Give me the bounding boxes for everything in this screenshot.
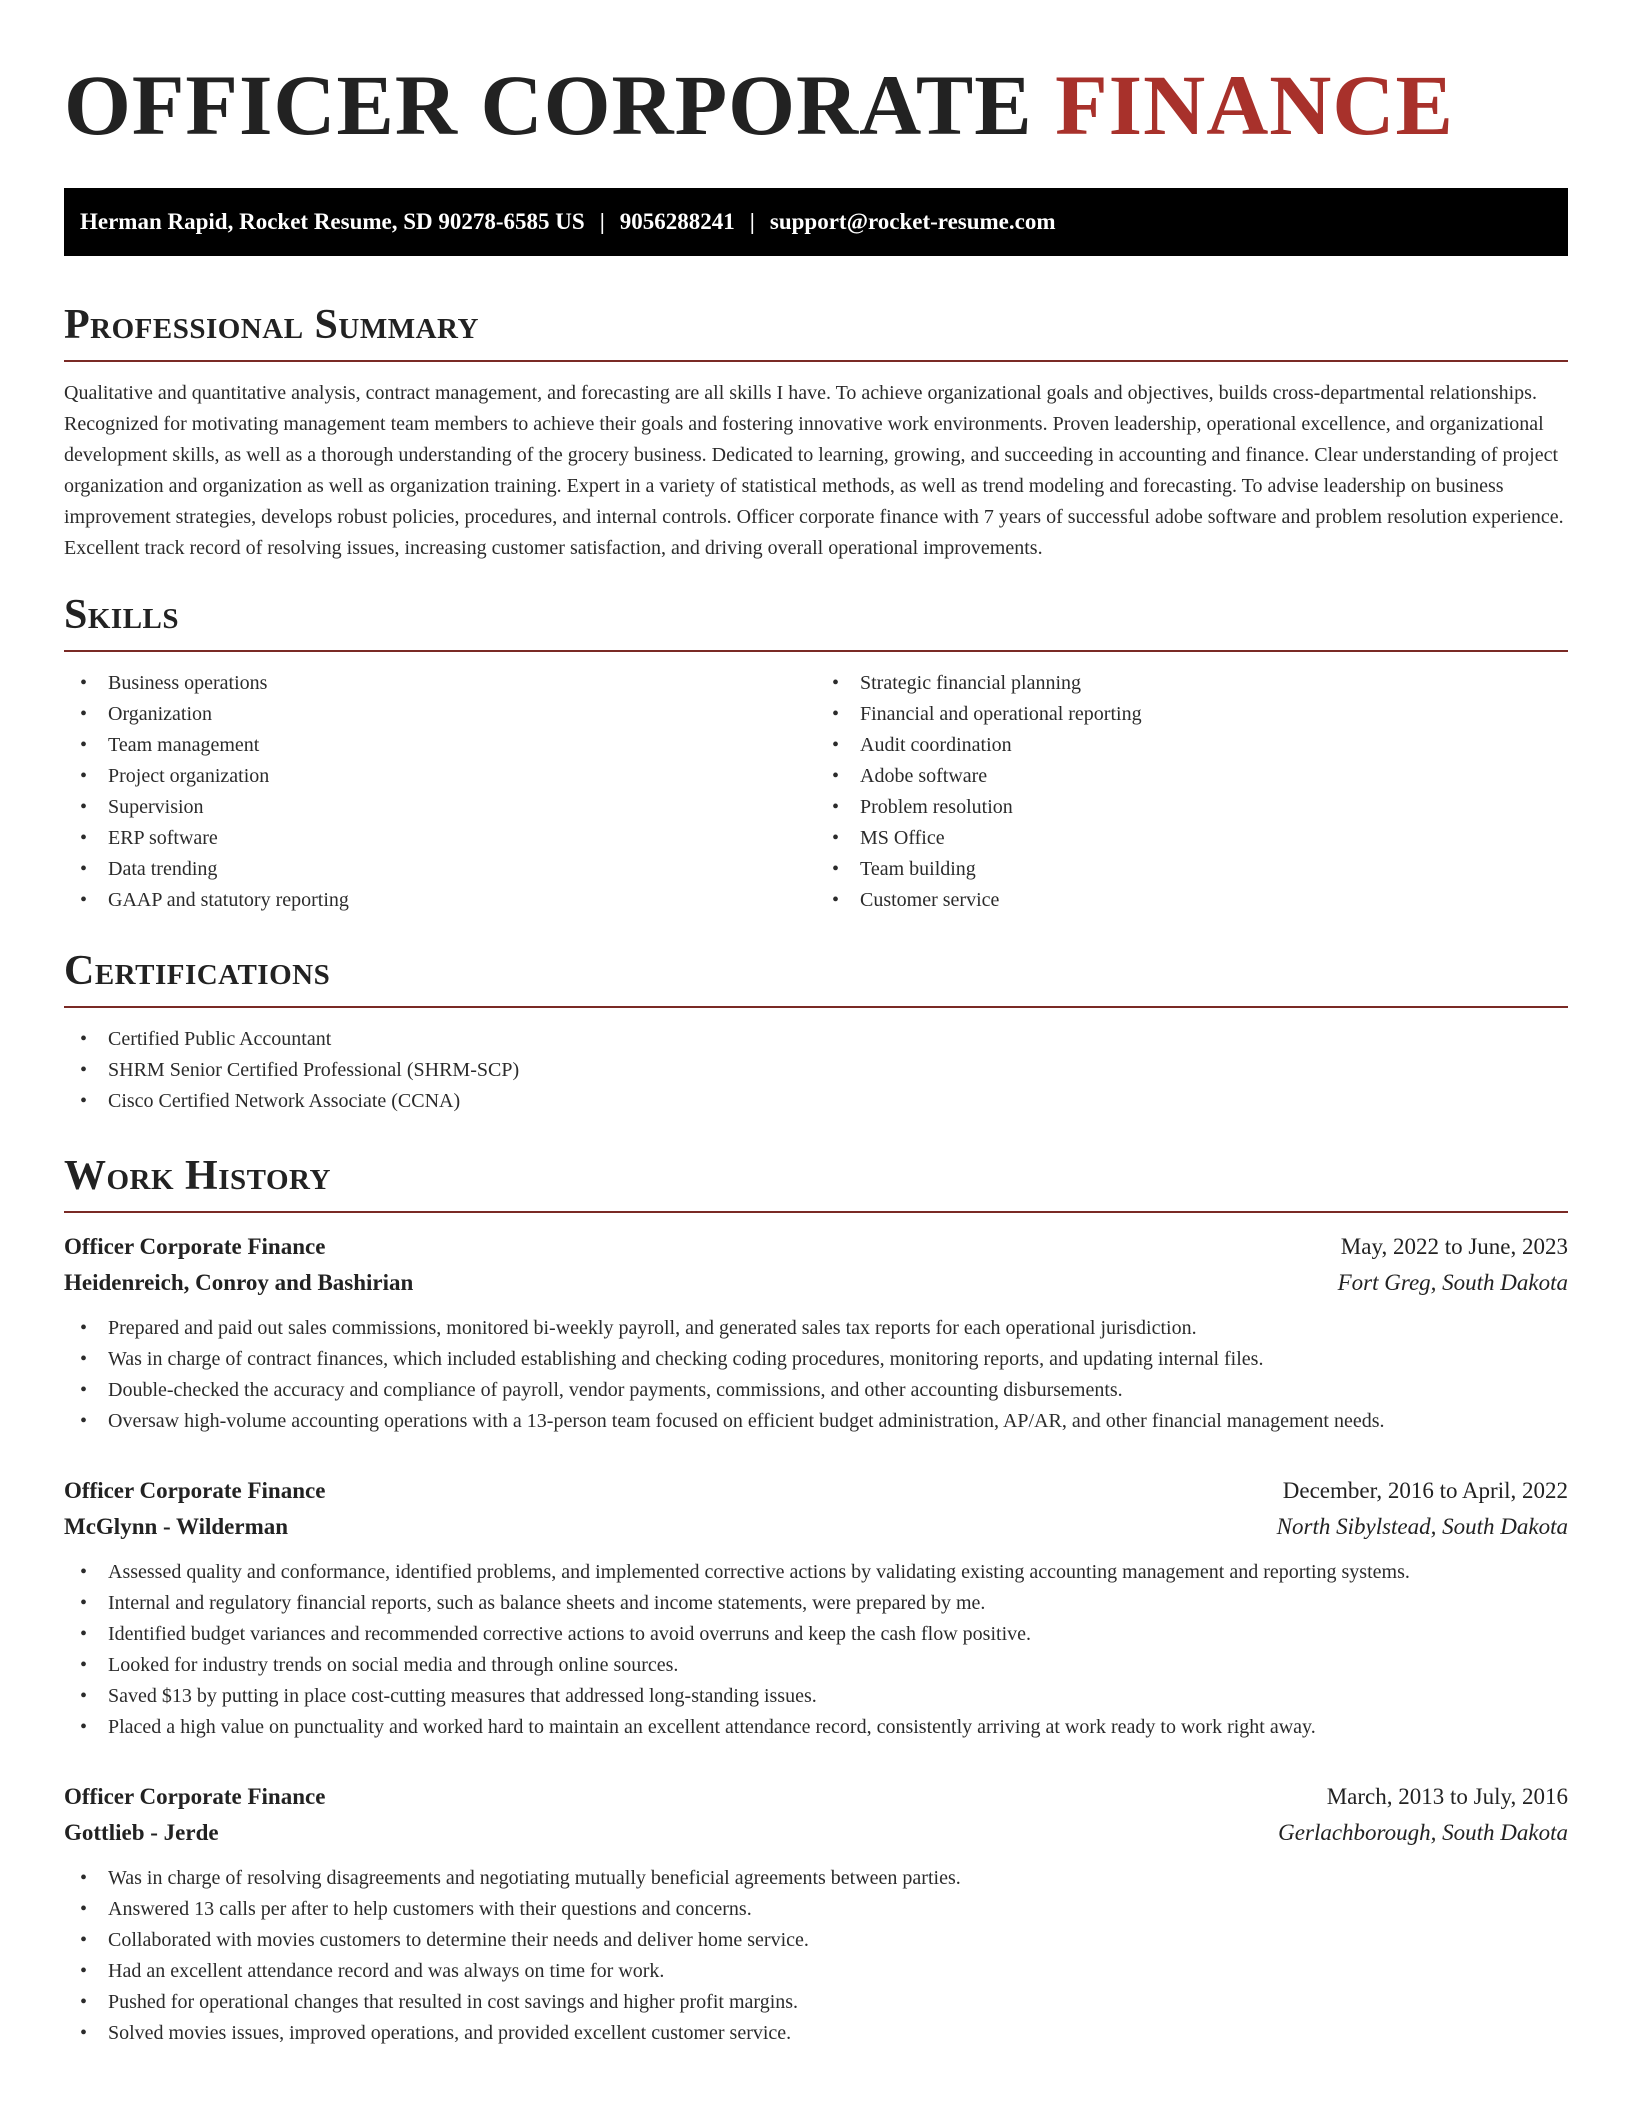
skill-item: • GAAP and statutory reporting [64,885,816,916]
job-bullet: • Double-checked the accuracy and compliance of payroll, vendor payments, commissions, and other accounting disbursements. [64,1375,1568,1406]
job-bullet: • Solved movies issues, improved operations, and provided excellent customer service. [64,2018,1568,2049]
certifications-section [64,950,1568,1117]
summary-heading: Professional Summary [64,302,479,348]
skill-item: • Adobe software [816,761,1568,792]
job-header [64,1473,1568,1509]
skill-item: • Strategic financial planning [816,668,1568,699]
job-bullet: • Answered 13 calls per after to help customers with their questions and concerns. [64,1894,1568,1925]
contact-bar [64,188,1568,256]
job-bullet: • Internal and regulatory financial reports, such as balance sheets and income statements, were prepared by me. [64,1588,1568,1619]
job-bullet: • Identified budget variances and recommended corrective actions to avoid overruns and keep the cash flow positive. [64,1619,1568,1650]
section-divider [64,1006,1568,1008]
contact-email[interactable]: support@rocket-resume.com [769,209,1056,234]
job-company: Gottlieb - Jerde [64,1820,219,1845]
title-main: OFFICER CORPORATE [64,57,1033,153]
skills-list-right [816,668,1568,916]
skill-item: • Audit coordination [816,730,1568,761]
skill-item: • Organization [64,699,816,730]
skill-item: • MS Office [816,823,1568,854]
job-dates: May, 2022 to June, 2023 [1340,1234,1568,1259]
job-bullet: • Prepared and paid out sales commissions, monitored bi-weekly payroll, and generated sales tax reports for each operational jurisdiction. [64,1313,1568,1344]
certifications-heading: Certifications [64,948,331,994]
certification-item: • SHRM Senior Certified Professional (SHRM-SCP) [64,1055,1568,1086]
skill-item: • Supervision [64,792,816,823]
skill-item: • Business operations [64,668,816,699]
section-divider [64,650,1568,652]
contact-separator: | [599,209,605,234]
job-bullet: • Had an excellent attendance record and was always on time for work. [64,1956,1568,1987]
certification-item: • Certified Public Accountant [64,1024,1568,1055]
job-bullet: • Was in charge of resolving disagreements and negotiating mutually beneficial agreements between parties. [64,1863,1568,1894]
work-history-section [64,1155,1568,2049]
skill-item: • Customer service [816,885,1568,916]
job-entry [64,1779,1568,2049]
skill-item: • Problem resolution [816,792,1568,823]
job-bullet: • Looked for industry trends on social media and through online sources. [64,1650,1568,1681]
job-location: Gerlachborough, South Dakota [1278,1820,1568,1845]
job-company: Heidenreich, Conroy and Bashirian [64,1270,414,1295]
job-bullet: • Saved $13 by putting in place cost-cutting measures that addressed long-standing issues. [64,1681,1568,1712]
job-company: McGlynn - Wilderman [64,1514,289,1539]
job-bullet: • Placed a high value on punctuality and worked hard to maintain an excellent attendance record, consistently arriving at work ready to work right away. [64,1712,1568,1743]
summary-section [64,304,1568,564]
skill-item: • Team management [64,730,816,761]
skills-section [64,594,1568,916]
skill-item: • Data trending [64,854,816,885]
job-role: Officer Corporate Finance [64,1478,326,1503]
skill-item: • Project organization [64,761,816,792]
job-bullets [64,1313,1568,1437]
job-entry [64,1229,1568,1437]
skill-item: • Team building [816,854,1568,885]
job-header [64,1229,1568,1265]
job-bullets [64,1557,1568,1743]
work-history-heading: Work History [64,1153,331,1199]
job-location: Fort Greg, South Dakota [1337,1270,1568,1295]
contact-address: Herman Rapid, Rocket Resume, SD 90278-6585 US [80,209,585,234]
job-header [64,1779,1568,1815]
job-dates: March, 2013 to July, 2016 [1326,1784,1568,1809]
section-divider [64,360,1568,362]
contact-separator: | [749,209,755,234]
certification-item: • Cisco Certified Network Associate (CCNA) [64,1086,1568,1117]
title-accent: FINANCE [1055,57,1454,153]
contact-phone: 9056288241 [619,209,735,234]
job-bullet: • Oversaw high-volume accounting operations with a 13-person team focused on efficient budget administration, AP/AR, and other financial management needs. [64,1406,1568,1437]
job-bullets [64,1863,1568,2049]
skills-heading: Skills [64,592,180,638]
job-subheader [64,1815,1568,1851]
skill-item: • Financial and operational reporting [816,699,1568,730]
job-bullet: • Collaborated with movies customers to determine their needs and deliver home service. [64,1925,1568,1956]
job-bullet: • Was in charge of contract finances, which included establishing and checking coding procedures, monitoring reports, and updating internal files. [64,1344,1568,1375]
skills-columns [64,668,1568,916]
skill-item: • ERP software [64,823,816,854]
job-bullet: • Assessed quality and conformance, identified problems, and implemented corrective actions by validating existing accounting management and reporting systems. [64,1557,1568,1588]
certifications-list [64,1024,1568,1117]
job-role: Officer Corporate Finance [64,1784,326,1809]
job-subheader [64,1265,1568,1301]
job-location: North Sibylstead, South Dakota [1276,1514,1568,1539]
skills-list-left [64,668,816,916]
job-role: Officer Corporate Finance [64,1234,326,1259]
summary-text: Qualitative and quantitative analysis, contract management, and forecasting are all skills I have. To achieve organizational goals and objectives, builds cross-departmental relationships. Recognized for motivating management team members to achieve their goals and fostering innovative work environments. Proven leadership, operational excellence, and organizational development skills, as well as a thorough understanding of the grocery business. Dedicated to learning, growing, and succeeding in accounting and finance. Clear understanding of project organization and organization as well as organization training. Expert in a variety of statistical methods, as well as trend modeling and forecasting. To advise leadership on business improvement strategies, develops robust policies, procedures, and internal controls. Officer corporate finance with 7 years of successful adobe software and problem resolution experience. Excellent track record of resolving issues, increasing customer satisfaction, and driving overall operational improvements. [64,382,1564,559]
job-dates: December, 2016 to April, 2022 [1282,1478,1568,1503]
section-divider [64,1211,1568,1213]
job-bullet: • Pushed for operational changes that resulted in cost savings and higher profit margins. [64,1987,1568,2018]
job-subheader [64,1509,1568,1545]
job-entry [64,1473,1568,1743]
resume-title [64,57,1568,153]
